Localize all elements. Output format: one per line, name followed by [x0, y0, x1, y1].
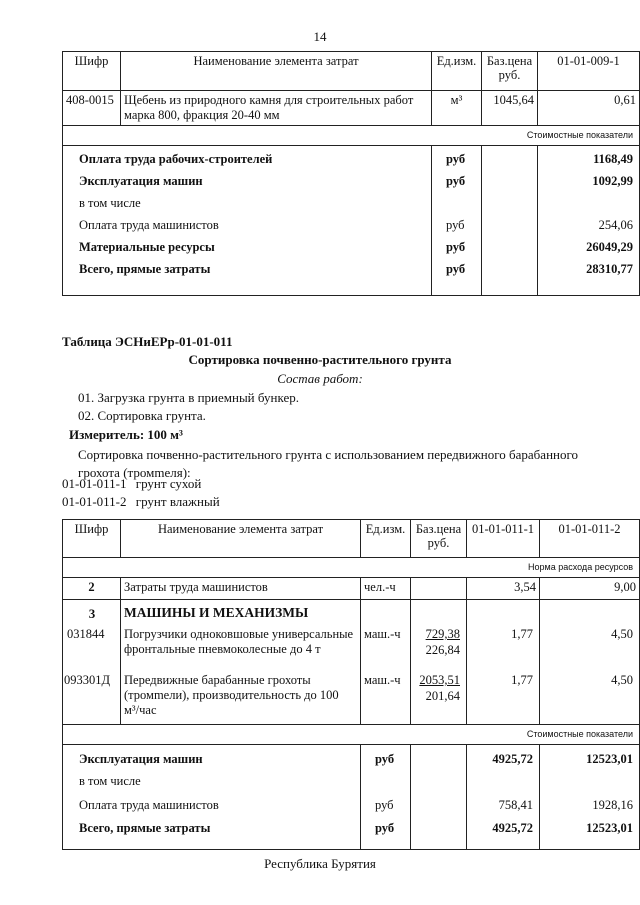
section-code: 3 — [88, 606, 96, 621]
row-price — [411, 578, 467, 600]
machine-unit: маш.-ч — [364, 627, 401, 641]
caption-row — [63, 126, 640, 146]
table-row — [63, 578, 640, 600]
summary-row — [63, 745, 640, 850]
header-name: Наименование элемента затрат — [121, 520, 361, 558]
machines-units-cell — [361, 600, 411, 725]
summary-values-1-cell — [467, 745, 540, 850]
summary-units-cell — [432, 146, 482, 296]
machine-value-2: 4,50 — [611, 673, 633, 687]
machines-prices-cell — [411, 600, 467, 725]
summary-empty-cell — [482, 146, 538, 296]
machines-block — [63, 600, 640, 725]
summary-labels-cell — [63, 146, 432, 296]
row-price: 1045,64 — [482, 91, 538, 126]
summary-label-materials: Материальные ресурсы — [79, 240, 215, 254]
work-description: Сортировка почвенно-растительного грунта с использованием передвижного барабанного грохота (тромmеля): — [78, 447, 578, 480]
header-column-code: 01-01-011-2 — [540, 520, 640, 558]
variant-code: 01-01-011-2 — [62, 494, 127, 509]
caption-row — [63, 558, 640, 578]
summary-unit: руб — [446, 218, 465, 232]
summary-label-including: в том числе — [79, 774, 141, 788]
machine-code: 093301Д — [64, 673, 111, 687]
cost-indicators-caption: Стоимостные показатели — [63, 126, 640, 146]
works-title: Состав работ: — [277, 371, 363, 386]
header-code: Шифр — [63, 520, 121, 558]
summary-value-1: 758,41 — [498, 798, 533, 812]
header-price — [411, 520, 467, 558]
summary-value: 1092,99 — [592, 174, 633, 188]
section-name: МАШИНЫ И МЕХАНИЗМЫ — [124, 605, 309, 620]
summary-units-cell — [361, 745, 411, 850]
summary-value-1: 4925,72 — [492, 752, 533, 766]
section-heading: Сортировка почвенно-растительного грунта — [188, 352, 452, 367]
machine-name: Погрузчики одноковшовые универсальные фронтальные пневмоколесные до 4 т — [124, 627, 354, 656]
summary-value-2: 1928,16 — [592, 798, 633, 812]
row-code: 2 — [63, 578, 121, 600]
header-price-line1: Баз.цена — [486, 54, 533, 68]
summary-labels-cell — [63, 745, 361, 850]
table-title: Таблица ЭСНиЕРр-01-01-011 — [62, 334, 233, 349]
table-header-row — [63, 52, 640, 91]
meter-unit: Измеритель: 100 м³ — [69, 427, 183, 442]
summary-empty-cell — [411, 745, 467, 850]
summary-unit: руб — [375, 752, 395, 766]
row-unit: м³ — [432, 91, 482, 126]
machine-value-1: 1,77 — [511, 627, 533, 641]
summary-unit: руб — [446, 152, 466, 166]
row-name: Затраты труда машинистов — [121, 578, 361, 600]
row-value-1: 3,54 — [467, 578, 540, 600]
row-value-2: 9,00 — [540, 578, 640, 600]
header-price-line1: Баз.цена — [415, 522, 462, 536]
summary-label-total: Всего, прямые затраты — [79, 821, 211, 835]
caption-row — [63, 725, 640, 745]
summary-value: 1168,49 — [593, 152, 633, 166]
machines-names-cell — [121, 600, 361, 725]
row-value: 0,61 — [538, 91, 640, 126]
summary-unit: руб — [446, 174, 466, 188]
header-unit: Ед.изм. — [432, 52, 482, 91]
summary-label-total: Всего, прямые затраты — [79, 262, 211, 276]
cost-indicators-caption: Стоимостные показатели — [63, 725, 640, 745]
header-name: Наименование элемента затрат — [121, 52, 432, 91]
norm-caption: Норма расхода ресурсов — [63, 558, 640, 578]
summary-value-2: 12523,01 — [586, 752, 633, 766]
machine-code: 031844 — [67, 627, 105, 641]
machine-price-top: 2053,51 — [419, 673, 460, 687]
summary-value: 28310,77 — [586, 262, 633, 276]
table-header-row — [63, 520, 640, 558]
summary-value-2: 12523,01 — [586, 821, 633, 835]
summary-label-machines: Эксплуатация машин — [79, 752, 203, 766]
header-price-line2: руб. — [427, 536, 450, 550]
header-price — [482, 52, 538, 91]
header-code: Шифр — [63, 52, 121, 91]
header-unit: Ед.изм. — [361, 520, 411, 558]
summary-values-cell — [538, 146, 640, 296]
machines-values-1-cell — [467, 600, 540, 725]
header-column-code: 01-01-009-1 — [538, 52, 640, 91]
row-unit: чел.-ч — [361, 578, 411, 600]
machines-codes-cell — [63, 600, 121, 725]
summary-unit: руб — [375, 798, 394, 812]
summary-label-including: в том числе — [79, 196, 141, 210]
summary-value-1: 4925,72 — [492, 821, 533, 835]
variant-1 — [62, 476, 201, 492]
page-number: 14 — [313, 29, 327, 44]
header-column-code: 01-01-011-1 — [467, 520, 540, 558]
cost-table-01-01-009 — [62, 51, 640, 296]
variant-name: грунт сухой — [135, 476, 202, 491]
summary-label-machines: Эксплуатация машин — [79, 174, 203, 188]
summary-unit: руб — [446, 240, 466, 254]
machine-price-bottom: 226,84 — [425, 643, 460, 657]
machines-values-2-cell — [540, 600, 640, 725]
summary-unit: руб — [375, 821, 395, 835]
row-name: Щебень из природного камня для строительных работ марка 800, фракция 20-40 мм — [121, 91, 432, 126]
header-price-line2: руб. — [498, 68, 521, 82]
variant-code: 01-01-011-1 — [62, 476, 127, 491]
machine-value-2: 4,50 — [611, 627, 633, 641]
footer-region: Республика Бурятия — [264, 856, 376, 871]
summary-unit: руб — [446, 262, 466, 276]
machine-value-1: 1,77 — [511, 673, 533, 687]
row-code: 408-0015 — [63, 91, 121, 126]
summary-row — [63, 146, 640, 296]
summary-label-operators: Оплата труда машинистов — [79, 218, 219, 232]
cost-table-01-01-011 — [62, 519, 640, 850]
work-item: 01. Загрузка грунта в приемный бункер. — [78, 390, 299, 405]
summary-value: 26049,29 — [586, 240, 633, 254]
summary-values-2-cell — [540, 745, 640, 850]
variant-2 — [62, 494, 220, 510]
machine-name: Передвижные барабанные грохоты (тромmели), производительность до 100 м³/час — [124, 673, 339, 717]
variant-name: грунт влажный — [135, 494, 220, 509]
machine-price-top: 729,38 — [425, 627, 460, 641]
summary-value: 254,06 — [598, 218, 633, 232]
work-item: 02. Сортировка грунта. — [78, 408, 206, 423]
machine-price-bottom: 201,64 — [425, 689, 460, 703]
summary-label-workers: Оплата труда рабочих-строителей — [79, 152, 273, 166]
summary-label-operators: Оплата труда машинистов — [79, 798, 219, 812]
table-row — [63, 91, 640, 126]
machine-unit: маш.-ч — [364, 673, 401, 687]
